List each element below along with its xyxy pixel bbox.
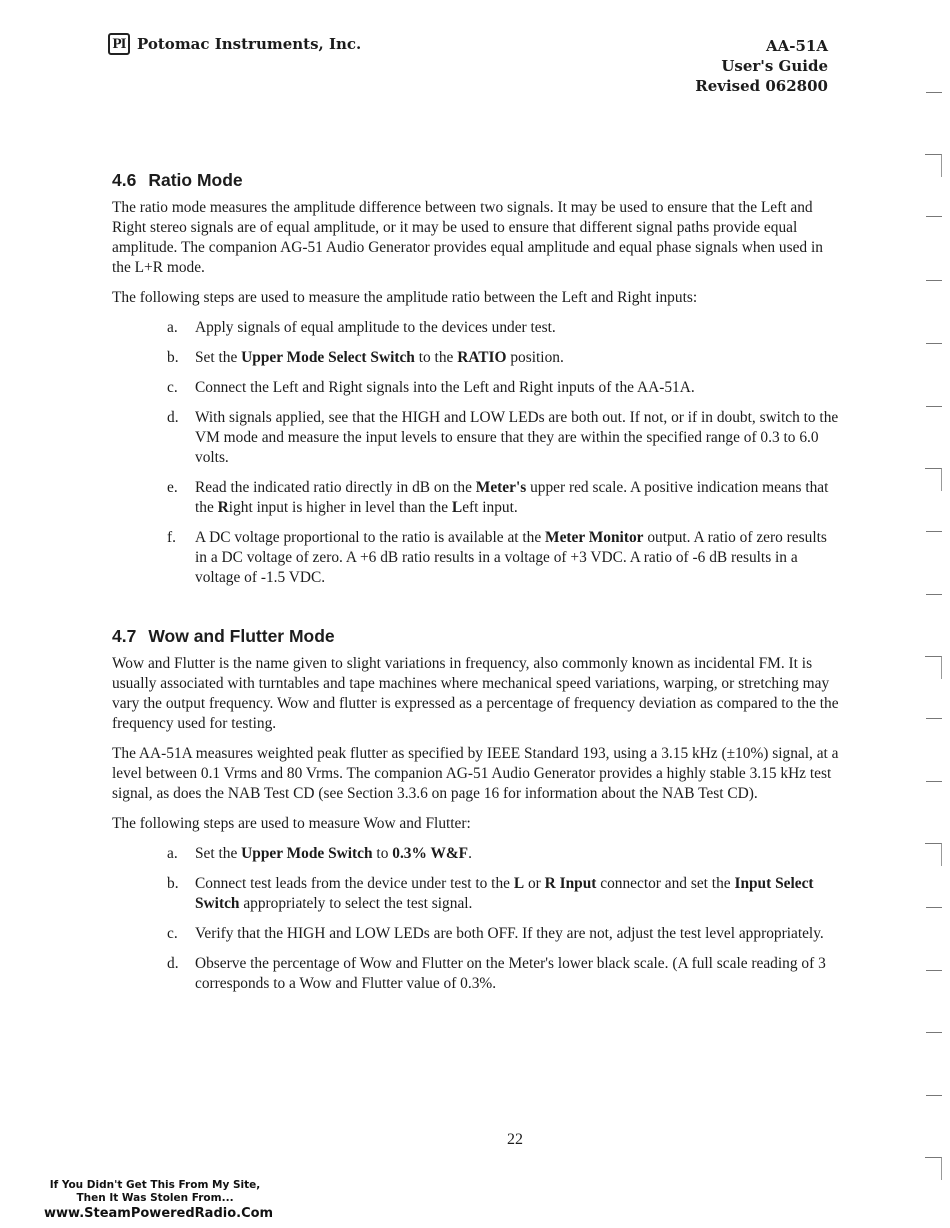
section-number: 4.7 <box>112 626 137 646</box>
section-heading <box>112 626 840 647</box>
bold-term: R Input <box>544 875 597 892</box>
list-item-letter: d. <box>167 955 179 972</box>
bold-term: Upper Mode Select Switch <box>241 349 415 366</box>
list-item-text: Verify that the HIGH and LOW LEDs are both OFF. If they are not, adjust the test level appropriately. <box>195 925 824 942</box>
list-item-text: to the <box>414 349 458 366</box>
list-item <box>112 318 840 338</box>
footer-line: Then It Was Stolen From... <box>76 1192 234 1204</box>
section-ratio-mode <box>112 170 840 588</box>
bold-term: L <box>451 499 463 516</box>
header-logo <box>108 33 361 55</box>
bold-term: L <box>513 875 525 892</box>
list-item <box>112 924 840 944</box>
section-title: Wow and Flutter Mode <box>148 626 335 646</box>
list-item-text: With signals applied, see that the HIGH and LOW LEDs are both out. If not, or if in doubt, switch to the VM mode and measure the input levels to ensure that they are within the specified range of 0.3 to 6.0 volts. <box>195 409 839 466</box>
list-item-letter: d. <box>167 409 179 426</box>
list-item-text: output. A ratio of zero results in a DC voltage of zero. A +6 dB ratio results in a voltage of +3 VDC. A ratio of -6 dB results in a voltage of -1.5 VDC. <box>195 529 827 586</box>
list-item-text: Set the <box>195 845 242 862</box>
document-id <box>695 36 828 96</box>
list-item-letter: c. <box>167 379 178 396</box>
list-item-letter: a. <box>167 319 178 336</box>
list-item-text: Read the indicated ratio directly in dB on the <box>195 479 476 496</box>
list-item-letter: b. <box>167 349 179 366</box>
paragraph: The following steps are used to measure Wow and Flutter: <box>112 815 471 832</box>
list-item-text: Observe the percentage of Wow and Flutter on the Meter's lower black scale. (A full scale reading of 3 corresponds to a Wow and Flutter value of 0.3%. <box>195 955 826 992</box>
bold-term: Input Select Switch <box>195 875 814 912</box>
list-item-letter: f. <box>167 529 176 546</box>
list-item-text: eft input. <box>462 499 518 516</box>
list-item <box>112 528 840 588</box>
bold-term: Meter Monitor <box>545 529 644 546</box>
list-item-letter: b. <box>167 875 179 892</box>
paragraph: Wow and Flutter is the name given to slight variations in frequency, also commonly known as incidental FM. It is usually associated with turntables and tape machines where mechanical speed variations, warping, or stretching may vary the output frequency. Wow and flutter is expressed as a percentage of frequency deviation as compared to the the frequency used for testing. <box>112 655 839 732</box>
company-name: Potomac Instruments, Inc. <box>137 35 362 53</box>
steps-list <box>112 844 840 994</box>
section-wow-flutter <box>112 626 840 994</box>
bold-term: R <box>217 499 229 516</box>
bold-term: Meter's <box>475 479 527 496</box>
list-item-text: Connect the Left and Right signals into the Left and Right inputs of the AA-51A. <box>195 379 695 396</box>
list-item <box>112 408 840 468</box>
footer-watermark <box>44 1179 274 1223</box>
list-item-letter: e. <box>167 479 178 496</box>
list-item-text: A DC voltage proportional to the ratio is available at the <box>195 529 546 546</box>
paragraph: The ratio mode measures the amplitude difference between two signals. It may be used to ensure that the Left and Right stereo signals are of equal amplitude, or it may be used to ensure that different signal paths provide equal amplitude. The companion AG-51 Audio Generator provides equal amplitude and equal phase signals when used in the L+R mode. <box>112 199 823 276</box>
list-item-text: or <box>524 875 545 892</box>
steps-list <box>112 318 840 588</box>
list-item-text: ight input is higher in level than the <box>228 499 452 516</box>
page-number: 22 <box>507 1131 523 1148</box>
list-item-text: to <box>372 845 393 862</box>
list-item <box>112 844 840 864</box>
list-item-text: Connect test leads from the device under test to the <box>195 875 514 892</box>
list-item-letter: a. <box>167 845 178 862</box>
list-item <box>112 954 840 994</box>
list-item-text: upper red scale. A positive indication means that the <box>195 479 829 516</box>
paragraph: The AA-51A measures weighted peak flutter as specified by IEEE Standard 193, using a 3.15 kHz (±10%) signal, at a level between 0.1 Vrms and 80 Vrms. The companion AG-51 Audio Generator provides a highly stable 3.15 kHz test signal, as does the NAB Test CD (see Section 3.3.6 on page 16 for information about the NAB Test CD). <box>112 745 839 802</box>
bold-term: RATIO <box>457 349 507 366</box>
list-item-text: appropriately to select the test signal. <box>239 895 473 912</box>
list-item-text: position. <box>506 349 564 366</box>
list-item <box>112 378 840 398</box>
list-item-letter: c. <box>167 925 178 942</box>
list-item-text: . <box>468 845 472 862</box>
list-item <box>112 874 840 914</box>
paragraph: The following steps are used to measure the amplitude ratio between the Left and Right inputs: <box>112 289 698 306</box>
binder-tabs <box>910 0 950 1228</box>
list-item-text: connector and set the <box>596 875 735 892</box>
doc-title: User's Guide <box>721 57 828 75</box>
doc-model: AA-51A <box>765 37 828 55</box>
list-item <box>112 478 840 518</box>
list-item <box>112 348 840 368</box>
list-item-text: Apply signals of equal amplitude to the devices under test. <box>195 319 556 336</box>
footer-url: www.SteamPoweredRadio.Com <box>44 1206 274 1221</box>
doc-revision: Revised 062800 <box>695 77 828 95</box>
company-logo: PI <box>108 33 130 55</box>
page-content <box>112 170 840 1004</box>
section-number: 4.6 <box>112 170 137 190</box>
section-heading <box>112 170 840 191</box>
section-title: Ratio Mode <box>148 170 243 190</box>
bold-term: 0.3% W&F <box>392 845 469 862</box>
bold-term: Upper Mode Switch <box>241 845 373 862</box>
list-item-text: Set the <box>195 349 242 366</box>
footer-line: If You Didn't Get This From My Site, <box>49 1179 261 1191</box>
